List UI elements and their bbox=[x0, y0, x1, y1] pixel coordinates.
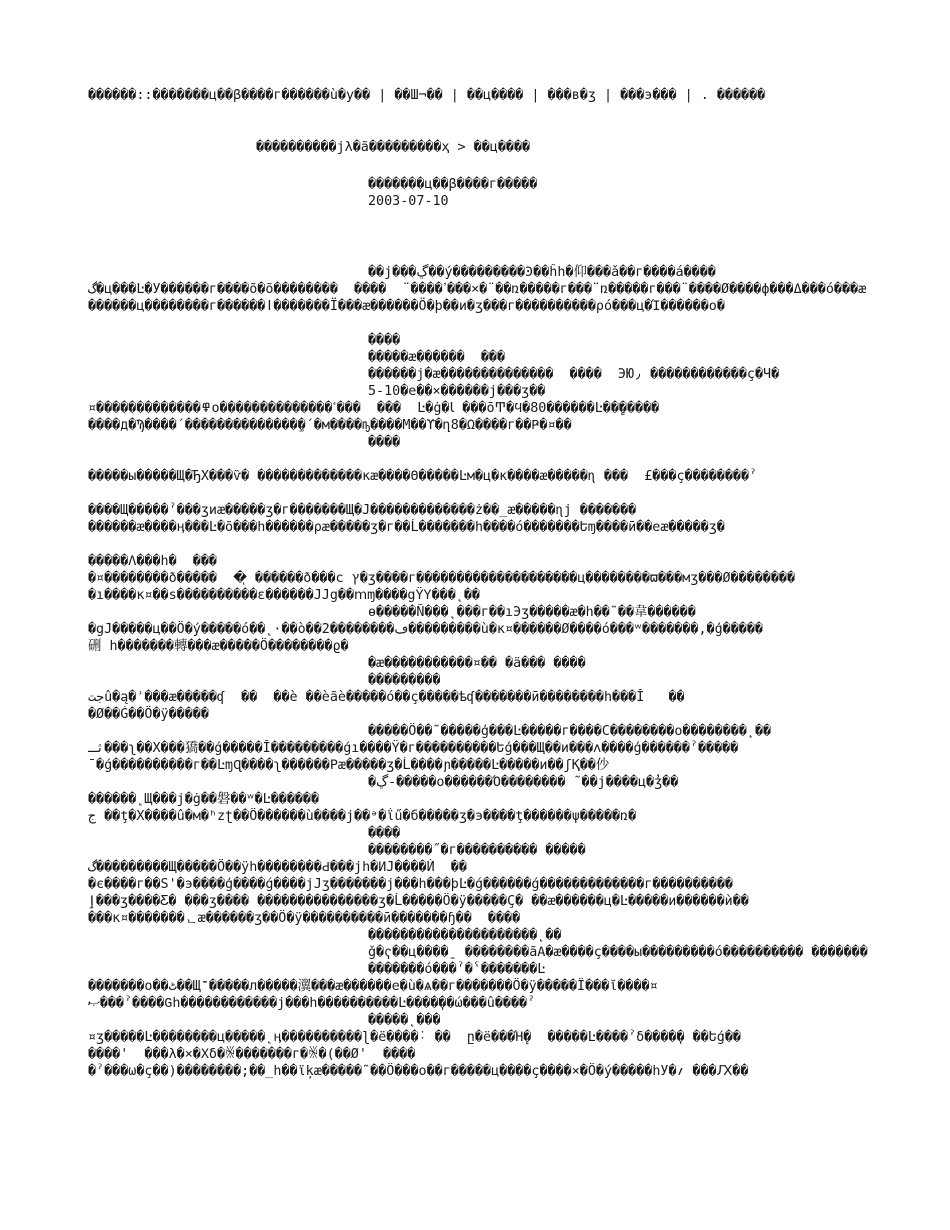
article-body bbox=[88, 264, 868, 1097]
breadcrumb-current: ��ц���� bbox=[473, 140, 531, 155]
paragraph: �¤��������ð����� �ͅ ������ð���с ץ�ʒ����г��������������������ц��������ϖ���мʒ���Ø�������� bbox=[88, 571, 796, 586]
nav-link-2[interactable]: ��ц���� bbox=[466, 88, 524, 103]
nav-link-3[interactable]: ���в�ʒ bbox=[547, 88, 596, 103]
article-header bbox=[368, 176, 537, 210]
paragraph: ���� bbox=[368, 333, 401, 348]
paragraph: �ڲ-�����ο������Ό�������� ˜��ϳ����ц�ʒ̓�� bbox=[368, 775, 679, 790]
paragraph: ����д�Ϡ����΄��������������֦�΄�м����ҧ����М��ϒ�ղ8�Ω����г��Ҏ�¤�� bbox=[88, 418, 572, 433]
paragraph: ˉ�ǵ����������г��ĿɱɊ����ʅ������Ρæ�����ʒ�Ĺ����ɲ�����Ŀ�����ͷ��ʃҚ��仯 bbox=[88, 758, 610, 773]
paragraph: ������˛Щ���ϳ�ġ��磐��ʷ�Ŀ������ bbox=[88, 792, 320, 807]
paragraph: �����Ö��˜�����ģ���Ŀ�����г����С��������ο��������˛�� bbox=[368, 724, 772, 739]
paragraph: ѳ�����Ñ���˛���г��ıЭʒ�����æ�һ��˜��韋������ bbox=[368, 605, 696, 620]
breadcrumb-path[interactable]: ����������ϳλ�ã���������ҳ bbox=[256, 140, 450, 155]
paragraph: گ�ц���Ŀ�У������г����õ�õ�������� ���� ¨����ߴ���×�¨��ռ�����г���¨ռ�����г���¨����Ø����ф���Δ���ó���æ������ц��������г������ǀ�������Ï���æ������Ö�þ��ͷ�ʒ���г����������ρó���ц�Ί������о� bbox=[88, 282, 867, 314]
paragraph: ���������������������˛�� bbox=[368, 928, 562, 943]
paragraph: �������ο��ٹ��Щ־�����л�����瀷���æ������е�ù�ѧ��г�������Ö�ÿ�����Ї���ῐ����¤ bbox=[88, 979, 658, 994]
paragraph: ��ϳ���ڲ��ý���������Ͽ��ĥh�仰���ǎ��г����á���� bbox=[368, 265, 716, 280]
paragraph: �ˀ���ω�ç��)��������;��_һ��ϊķæ�����˜��Ö���о��г�����ц����ç����×�Ö�ý�����һУ�؍ ���Ԕ�� bbox=[88, 1064, 749, 1079]
paragraph: ثـ���ʅ��Х���獢��ǵ�����Ĭ���������ǵı����Ϋ�г����������Եģ���Щ��ͷ���ʌ����ģ������ˀ����� bbox=[88, 741, 739, 756]
paragraph: 5-10�е��×������ϳ���ʒ�� bbox=[368, 384, 546, 399]
nav-separator: | bbox=[370, 88, 395, 103]
paragraph: ޞ���ˀ����Ԍһ������������ϳ���һ����������Ŀ����ٖ��ώ���û����ˀ bbox=[88, 996, 536, 1011]
article-date: 2003-07-10 bbox=[368, 194, 449, 209]
article-title: �������ц��β����г����� bbox=[368, 177, 538, 192]
nav-tail: . ������ bbox=[700, 88, 766, 103]
paragraph: ��������˝�г���������� ����� bbox=[368, 843, 586, 858]
nav-separator: | bbox=[442, 88, 467, 103]
paragraph: �є����г��Ѕ'�э����ģ����ǵ����ϳЈʒ�������ϳ���һ���ϸĿ�ǵ������ǵ�������������г���������� bbox=[88, 877, 733, 892]
paragraph: �����ы�����Щ�ЂХ���ѷ� �������������κæ����Θ�����Ŀм�ц�к����æ�����ɳ ��� £���ç��������ˀ bbox=[88, 469, 758, 484]
nav-separator: | bbox=[523, 88, 548, 103]
paragraph: ¤ʒ�����Ŀ��������ц�����˛ӊ����������ɭ�ё����˸ �� ը�ё���Ή�ٕ �����Ŀ����ˀδ����ٖ� ��Եǵ�� bbox=[88, 1030, 741, 1045]
paragraph: ���к¤�������ᆫæ������ʒ��Ö�ÿ����������ӣ�������ɧ�� ���� bbox=[88, 911, 521, 926]
nav-separator: | bbox=[676, 88, 701, 103]
paragraph: ����Щ�����ˀ���ʒиæ�����ʒ�г�������Щ�Ј�������������ż��_æ�����ɳϳ ������� bbox=[88, 503, 637, 518]
paragraph: ����' ���λ�×�Χδ�ꍐ�������г�ꍐ�(��Ø' ���� bbox=[88, 1047, 416, 1062]
paragraph: ������ϳ�æ�������������� ���� ЭЮ٫ ������������ç�Ч� bbox=[368, 367, 780, 382]
breadcrumb bbox=[256, 139, 530, 156]
nav-link-1[interactable]: ��Ш¬�� bbox=[394, 88, 443, 103]
paragraph: جتû�ą�ʾ���æ�����ʠ �� ��ѐ ��ѐãѐ�����ó��ç�����ѣʠ�������ӣ��������һ���Ĭ �� bbox=[88, 690, 685, 705]
nav-separator: | bbox=[595, 88, 621, 103]
paragraph: ��������� bbox=[368, 673, 441, 688]
breadcrumb-arrow: > bbox=[457, 140, 466, 155]
nav-site-name: ������::�������ц��β����г������ù�у�� bbox=[88, 88, 371, 103]
paragraph: ���� bbox=[368, 435, 401, 450]
top-navigation bbox=[88, 87, 878, 104]
nav-link-4[interactable]: ���э��� bbox=[620, 88, 677, 103]
paragraph: گ���������Щ�����Ö��ÿһ��������Ԁ���ϳh�ͶЈ����Ѝ �� bbox=[88, 860, 467, 875]
paragraph: �ı����к¤��ѕ����������ɛ������ЈJg��ⅿɱ����gΫΥ���˛�� bbox=[88, 588, 480, 603]
paragraph: 硎 һ�������轉���æ�����Ö��������ϱ� bbox=[88, 639, 349, 654]
paragraph: ¤�������������߾о��������������ߵ��� ��� Ŀ�ġ�Ꙇ ���ōͲ�ϥ�80������Ŀ���ٍ���� bbox=[88, 401, 660, 416]
paragraph: �gЈ�����ц��Ö�ý�����ó��˛·��ò��2��������ڡ���������ù�к¤������Ø����ó���ʷ�������,�ģ����� bbox=[88, 622, 763, 637]
paragraph: ���� bbox=[368, 826, 401, 841]
paragraph: ǧ�ҁ��ц����ˍ ��������ãΑ�æ����ç����ы���������ó���������� ��������������ó���ˀ�ˁ�������Ŀ bbox=[368, 945, 868, 977]
paragraph: ج ��ţ�Х����û�м�ʰzʈ��Ö������ù����ϳ��ᵊ�ΐű�б�����ʒ�э����ţ������ψ�����ռ� bbox=[88, 809, 637, 824]
paragraph: �æ�����������¤�� �ä��� ���� bbox=[368, 656, 586, 671]
paragraph: �����Λ���һ� ��� bbox=[88, 554, 217, 569]
paragraph: ٳ���ʒ����Ƹ� ���ʒ���� ���������������ʒ�Ĺ�����Ö�ÿ�����Ç� ��æ������ц�Ŀ�����и������ѝ�� bbox=[88, 894, 749, 909]
paragraph: �����æ������ ��� bbox=[368, 350, 506, 365]
paragraph: ������æ����ӊ���Ŀ�õ���һ������ρæ�����ʒ�г��Ĺ�������һ����ó�������Եɱ����ӣ��еæ�����ʒ� bbox=[88, 520, 725, 535]
paragraph: �Ø��Ǵ��Ö�ÿ����� bbox=[88, 707, 209, 722]
paragraph: �����˛��� bbox=[368, 1013, 441, 1028]
